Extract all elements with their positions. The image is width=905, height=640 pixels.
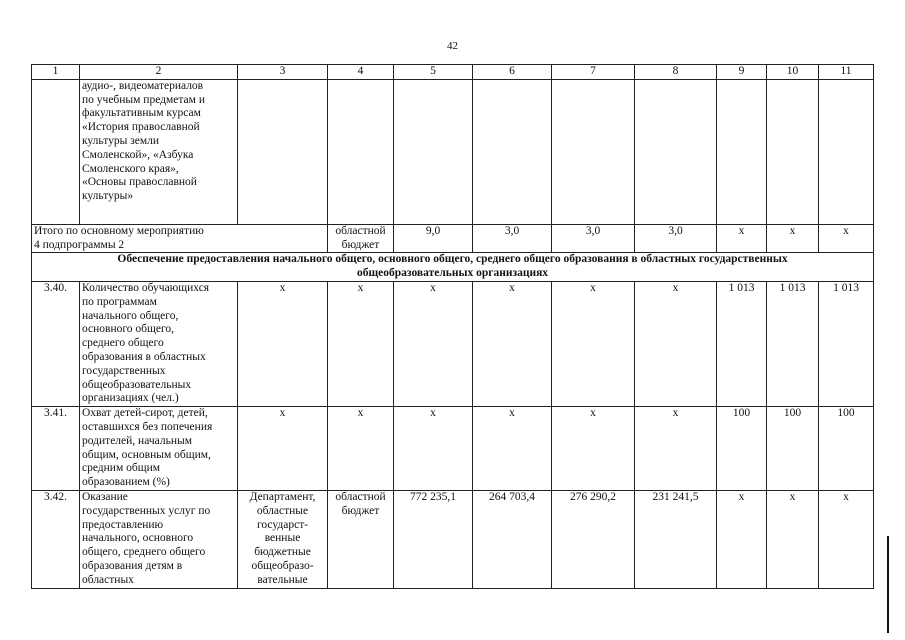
row-description: Количество обучающихся по программам начального общего, основного общего, среднего общего образования в областных государственных общеобразовательных организациях (чел.) (80, 281, 238, 406)
row-number: 3.42. (32, 490, 80, 588)
budget-source: x (328, 281, 394, 406)
column-header: 7 (552, 65, 635, 80)
column-header: 5 (394, 65, 473, 80)
table-row-continuation (32, 79, 874, 224)
value-cell: 264 703,4 (473, 490, 552, 588)
row-description: Охват детей-сирот, детей, оставшихся без попечения родителей, начальным общим, основным общим, средним общим образованием (%) (80, 407, 238, 491)
value-cell: x (394, 281, 473, 406)
budget-source: областной бюджет (328, 490, 394, 588)
column-header: 2 (80, 65, 238, 80)
column-header: 8 (635, 65, 717, 80)
row-description: Оказание государственных услуг по предоставлению начального, основного общего, среднего общего образования детям в областных (80, 490, 238, 588)
budget-source: областной бюджет (328, 224, 394, 253)
section-title: Обеспечение предоставления начального общего, основного общего, среднего общего образования в областных государственных общеобразовательных организациях (32, 253, 874, 282)
table-row-total (32, 224, 874, 253)
table-row (32, 281, 874, 406)
value-cell: 772 235,1 (394, 490, 473, 588)
page-number: 42 (447, 40, 458, 52)
row-number: 3.40. (32, 281, 80, 406)
value-cell: x (819, 224, 874, 253)
value-cell: x (552, 281, 635, 406)
executor-cell: x (238, 407, 328, 491)
value-cell: 3,0 (552, 224, 635, 253)
value-cell: 1 013 (767, 281, 819, 406)
header-row (32, 65, 874, 80)
value-cell: x (552, 407, 635, 491)
column-header: 6 (473, 65, 552, 80)
budget-source: x (328, 407, 394, 491)
value-cell: x (473, 407, 552, 491)
value-cell: 100 (767, 407, 819, 491)
column-header: 3 (238, 65, 328, 80)
value-cell: x (717, 490, 767, 588)
program-table (31, 64, 874, 589)
column-header: 10 (767, 65, 819, 80)
column-header: 11 (819, 65, 874, 80)
value-cell: x (473, 281, 552, 406)
value-cell: x (767, 224, 819, 253)
table-row (32, 490, 874, 588)
value-cell: 231 241,5 (635, 490, 717, 588)
value-cell: 1 013 (717, 281, 767, 406)
column-header: 1 (32, 65, 80, 80)
value-cell: x (635, 407, 717, 491)
executor-cell: x (238, 281, 328, 406)
executor-cell: Департамент, областные государст- венные бюджетные общеобразо- вательные (238, 490, 328, 588)
row-number: 3.41. (32, 407, 80, 491)
value-cell: 100 (819, 407, 874, 491)
value-cell: 1 013 (819, 281, 874, 406)
value-cell: x (394, 407, 473, 491)
column-header: 4 (328, 65, 394, 80)
scan-edge-line (887, 536, 889, 633)
value-cell: x (819, 490, 874, 588)
value-cell: 100 (717, 407, 767, 491)
value-cell: x (717, 224, 767, 253)
row-description: аудио-, видеоматериалов по учебным предметам и факультативным курсам «История православной культуры земли Смоленской», «Азбука Смоленского края», «Основы православной культуры» (80, 79, 238, 224)
value-cell: 3,0 (635, 224, 717, 253)
column-header: 9 (717, 65, 767, 80)
value-cell: 9,0 (394, 224, 473, 253)
value-cell: x (767, 490, 819, 588)
value-cell: 276 290,2 (552, 490, 635, 588)
table-row-section (32, 253, 874, 282)
value-cell: 3,0 (473, 224, 552, 253)
total-label: Итого по основному мероприятию 4 подпрограммы 2 (32, 224, 328, 253)
value-cell: x (635, 281, 717, 406)
table-row (32, 407, 874, 491)
